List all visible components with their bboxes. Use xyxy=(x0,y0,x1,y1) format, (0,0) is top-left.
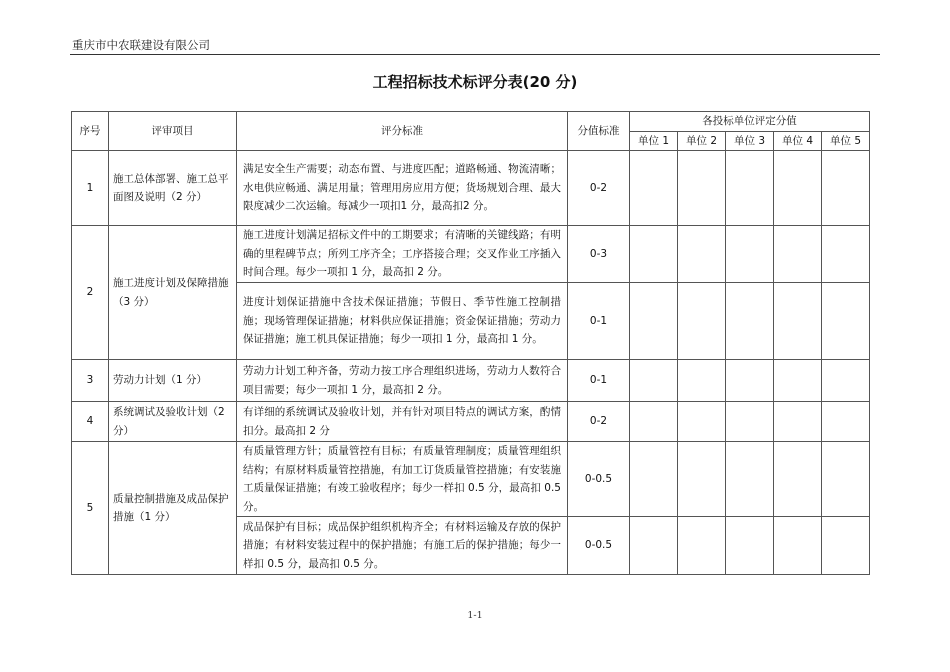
score-cell[interactable] xyxy=(726,442,774,517)
score-cell[interactable] xyxy=(678,151,726,226)
table-row xyxy=(72,226,870,283)
score-cell[interactable] xyxy=(726,151,774,226)
header-unit-3: 单位 3 xyxy=(726,131,774,151)
score-cell[interactable] xyxy=(726,283,774,360)
score-cell[interactable] xyxy=(822,402,870,442)
score-cell[interactable] xyxy=(726,226,774,283)
page-title: 工程招标技术标评分表(20 分) xyxy=(372,73,578,91)
header-criteria: 评分标准 xyxy=(237,112,568,151)
score-cell[interactable] xyxy=(726,402,774,442)
table-row xyxy=(72,402,870,442)
score-cell[interactable] xyxy=(774,283,822,360)
score-cell[interactable] xyxy=(774,402,822,442)
header-item: 评审项目 xyxy=(109,112,237,151)
score-cell[interactable] xyxy=(630,283,678,360)
score-cell[interactable] xyxy=(726,517,774,575)
row-score-range: 0-1 xyxy=(568,283,630,360)
row-criteria: 满足安全生产需要；动态布置、与进度匹配；道路畅通、物流清晰；水电供应畅通、满足用量；管理用房应用方便；货场规划合理、最大限度减少二次运输。每减少一项扣1 分，最高扣2 分。 xyxy=(237,151,568,226)
header-rule xyxy=(70,54,880,55)
score-cell[interactable] xyxy=(822,442,870,517)
score-cell[interactable] xyxy=(774,360,822,402)
row-item: 系统调试及验收计划（2 分） xyxy=(109,402,237,442)
row-no: 4 xyxy=(72,402,109,442)
row-criteria: 施工进度计划满足招标文件中的工期要求；有清晰的关键线路；有明确的里程碑节点；所列工序齐全；工序搭接合理；交叉作业工序插入时间合理。每少一项扣 1 分，最高扣 2 分。 xyxy=(237,226,568,283)
score-cell[interactable] xyxy=(726,360,774,402)
row-criteria: 进度计划保证措施中含技术保证措施；节假日、季节性施工控制措施；现场管理保证措施；材料供应保证措施；资金保证措施；劳动力保证措施；施工机具保证措施；每少一项扣 1 分，最高扣 1 分。 xyxy=(237,283,568,360)
score-cell[interactable] xyxy=(822,226,870,283)
table-row xyxy=(72,360,870,402)
row-item: 劳动力计划（1 分） xyxy=(109,360,237,402)
row-score-range: 0-1 xyxy=(568,360,630,402)
row-item: 质量控制措施及成品保护措施（1 分） xyxy=(109,442,237,575)
row-score-range: 0-0.5 xyxy=(568,517,630,575)
row-item: 施工总体部署、施工总平面图及说明（2 分） xyxy=(109,151,237,226)
score-cell[interactable] xyxy=(822,360,870,402)
score-cell[interactable] xyxy=(774,226,822,283)
row-no: 5 xyxy=(72,442,109,575)
row-criteria: 有质量管理方针；质量管控有目标；有质量管理制度；质量管理组织结构；有原材料质量管控措施，有加工订货质量管控措施；有安装施工质量保证措施；有竣工验收程序；每少一样扣 0.5 分，最高扣 0.5 分。 xyxy=(237,442,568,517)
row-score-range: 0-2 xyxy=(568,402,630,442)
header-unit-2: 单位 2 xyxy=(678,131,726,151)
score-cell[interactable] xyxy=(822,283,870,360)
row-no: 3 xyxy=(72,360,109,402)
header-unit-5: 单位 5 xyxy=(822,131,870,151)
score-cell[interactable] xyxy=(630,517,678,575)
page-number: 1-1 xyxy=(467,610,483,621)
score-cell[interactable] xyxy=(774,442,822,517)
score-cell[interactable] xyxy=(678,226,726,283)
score-cell[interactable] xyxy=(822,151,870,226)
row-criteria: 劳动力计划工种齐备，劳动力按工序合理组织进场，劳动力人数符合项目需要；每少一项扣 1 分，最高扣 2 分。 xyxy=(237,360,568,402)
score-cell[interactable] xyxy=(630,360,678,402)
score-cell[interactable] xyxy=(630,151,678,226)
header-unit-4: 单位 4 xyxy=(774,131,822,151)
score-cell[interactable] xyxy=(678,283,726,360)
score-cell[interactable] xyxy=(630,402,678,442)
row-criteria: 有详细的系统调试及验收计划，并有针对项目特点的调试方案，酌情扣分。最高扣 2 分 xyxy=(237,402,568,442)
table-row xyxy=(72,151,870,226)
scoring-table xyxy=(71,111,870,575)
score-cell[interactable] xyxy=(678,442,726,517)
row-item: 施工进度计划及保障措施（3 分） xyxy=(109,226,237,360)
score-cell[interactable] xyxy=(822,517,870,575)
row-criteria: 成品保护有目标；成品保护组织机构齐全；有材料运输及存放的保护措施；有材料安装过程中的保护措施；有施工后的保护措施；每少一样扣 0.5 分，最高扣 0.5 分。 xyxy=(237,517,568,575)
score-cell[interactable] xyxy=(774,517,822,575)
header-score-range: 分值标准 xyxy=(568,112,630,151)
row-score-range: 0-2 xyxy=(568,151,630,226)
header-no: 序号 xyxy=(72,112,109,151)
score-cell[interactable] xyxy=(678,517,726,575)
score-cell[interactable] xyxy=(630,226,678,283)
row-no: 2 xyxy=(72,226,109,360)
company-name: 重庆市中农联建设有限公司 xyxy=(72,38,210,52)
header-unit-1: 单位 1 xyxy=(630,131,678,151)
score-cell[interactable] xyxy=(678,360,726,402)
row-no: 1 xyxy=(72,151,109,226)
row-score-range: 0-0.5 xyxy=(568,442,630,517)
header-unit-group: 各投标单位评定分值 xyxy=(630,112,870,132)
score-cell[interactable] xyxy=(678,402,726,442)
score-cell[interactable] xyxy=(774,151,822,226)
table-row xyxy=(72,442,870,517)
row-score-range: 0-3 xyxy=(568,226,630,283)
score-cell[interactable] xyxy=(630,442,678,517)
